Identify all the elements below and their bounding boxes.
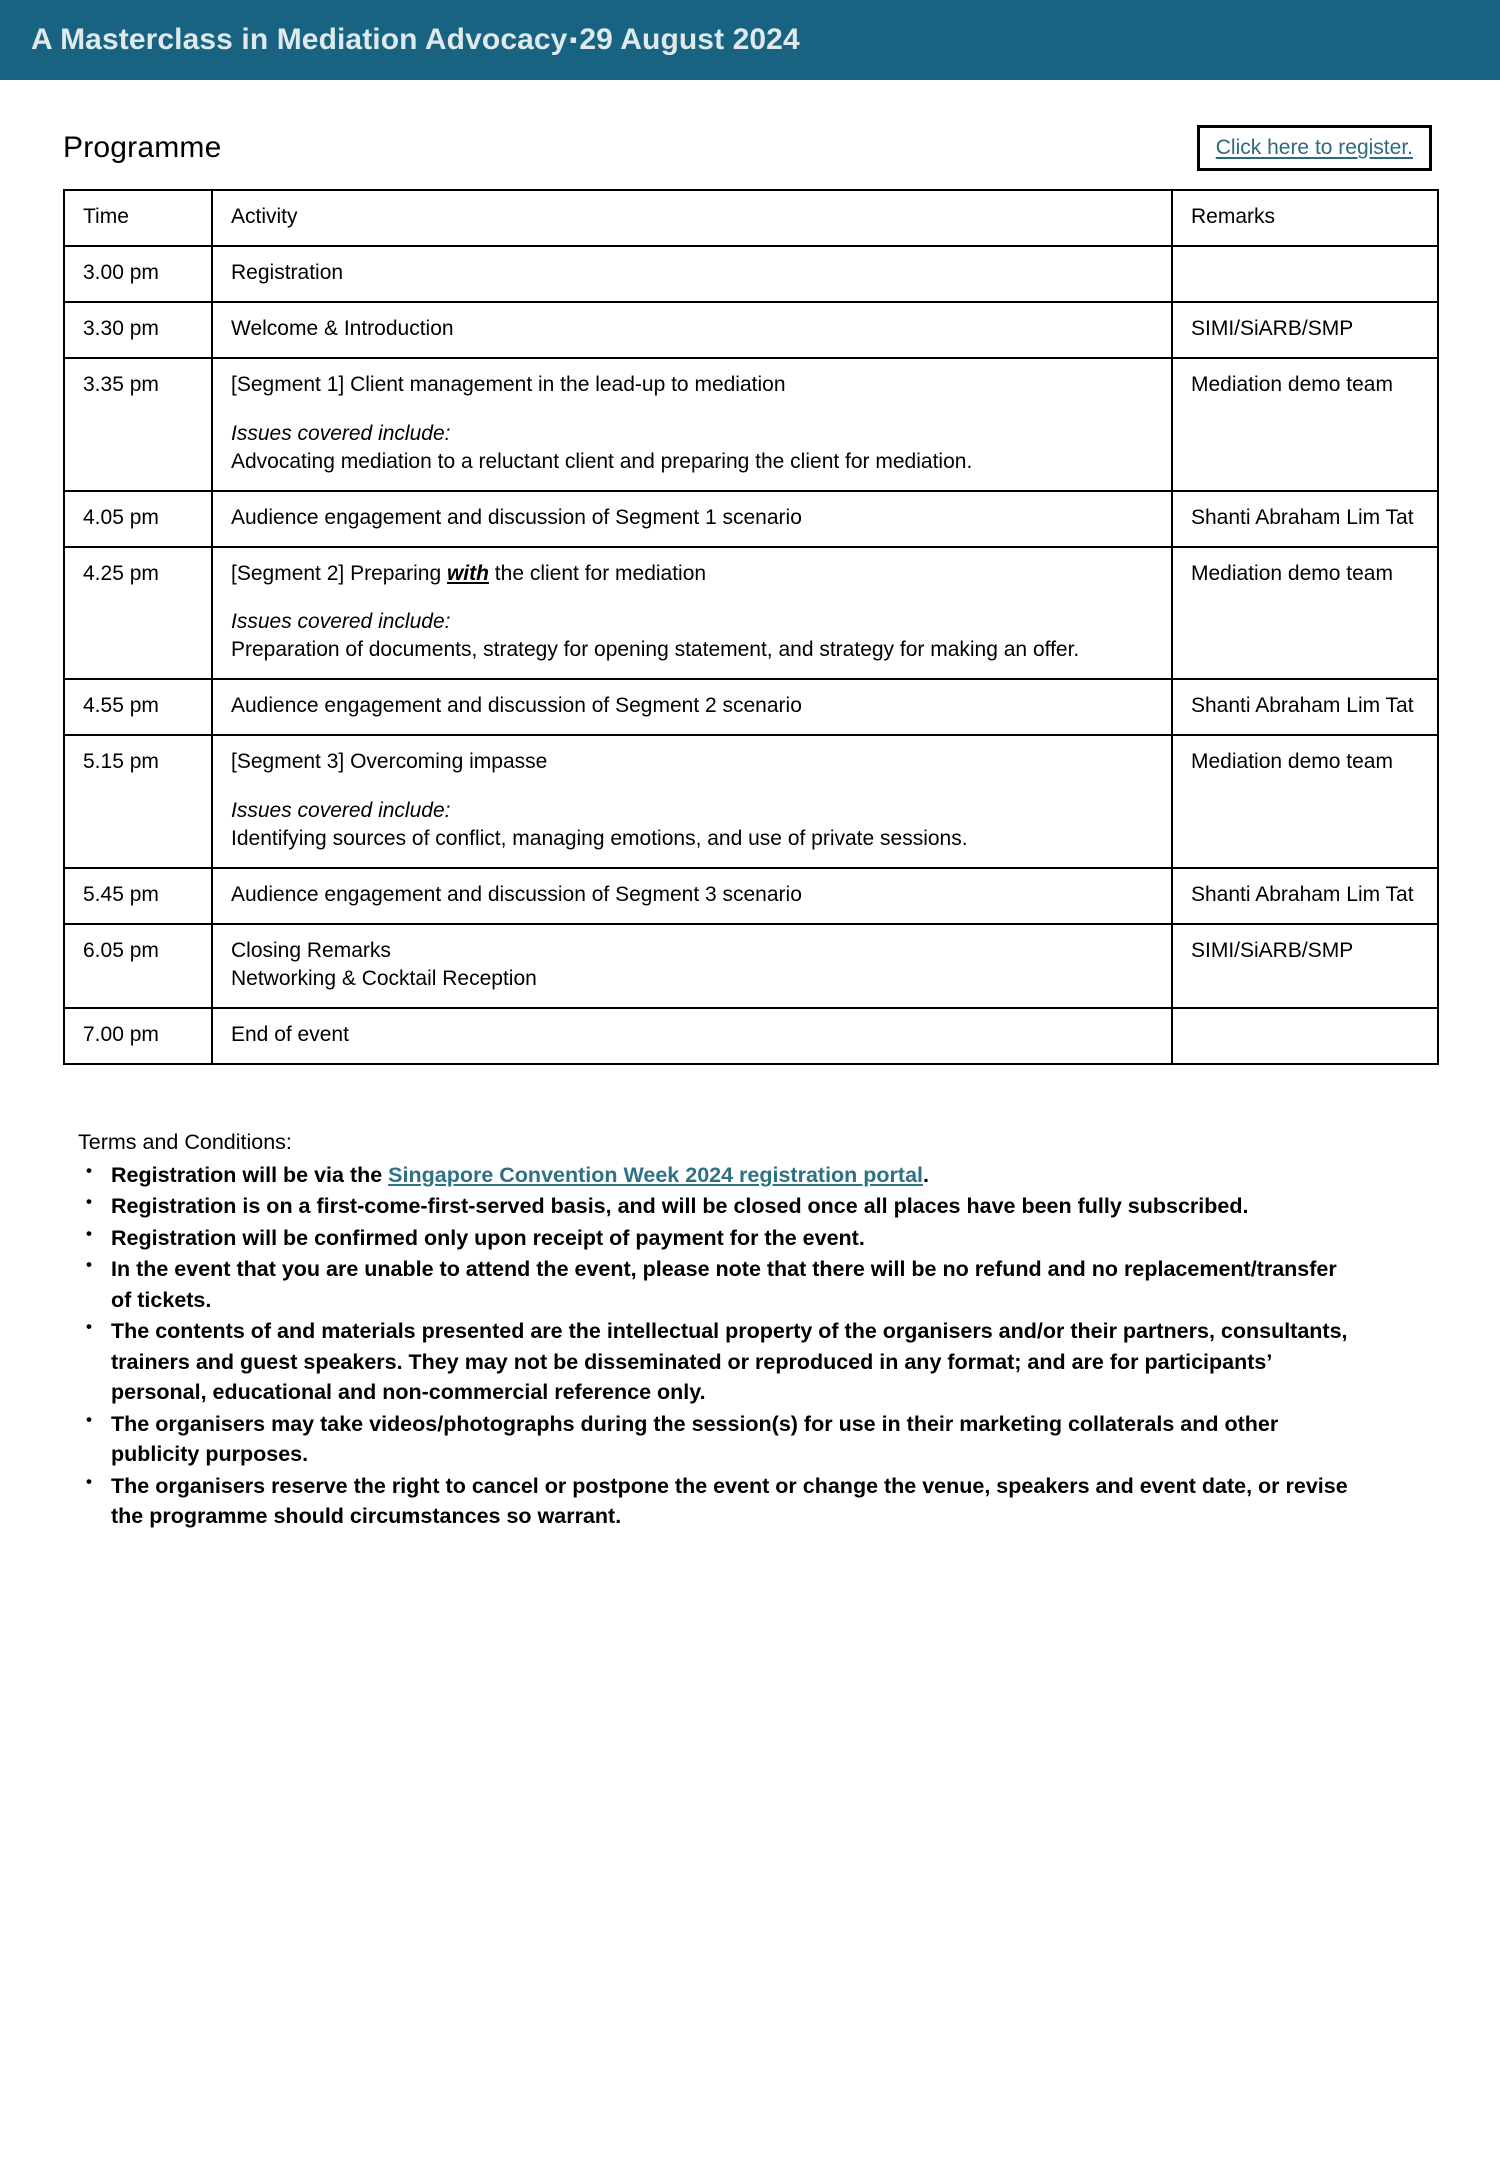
table-row (64, 302, 1438, 358)
header-title-date: 29 August 2024 (579, 23, 800, 56)
term-text-pre: The organisers reserve the right to cancel or postpone the event or change the venue, speakers and event date, or revise the programme should circumstances so warrant. (111, 1473, 1348, 1529)
activity-title: End of event (231, 1023, 349, 1047)
list-item (78, 1160, 1361, 1191)
cell-time: 5.15 pm (64, 735, 212, 867)
activity-title-pre: [Segment 2] Preparing (231, 561, 447, 585)
activity-title: Audience engagement and discussion of Segment 1 scenario (231, 505, 802, 529)
cell-remarks (1172, 1008, 1438, 1064)
list-item (78, 1223, 1361, 1254)
list-item (78, 1409, 1361, 1470)
register-button[interactable] (1197, 125, 1432, 171)
table-row (64, 491, 1438, 547)
term-text-pre: Registration will be via the (111, 1162, 389, 1187)
activity-title: [Segment 3] Overcoming impasse (231, 750, 548, 774)
activity-title: Audience engagement and discussion of Segment 3 scenario (231, 882, 802, 906)
activity-title-emphasis: with (446, 561, 489, 585)
column-header-remarks: Remarks (1172, 190, 1438, 246)
table-header-row (64, 190, 1438, 246)
cell-activity (212, 358, 1172, 490)
issues-covered-label: Issues covered include: (231, 610, 451, 633)
term-text-pre: The organisers may take videos/photographs during the session(s) for use in their marketing collaterals and other publicity purposes. (111, 1411, 1279, 1467)
table-header (64, 190, 1438, 246)
cell-activity (212, 246, 1172, 302)
term-text-pre: Registration will be confirmed only upon receipt of payment for the event. (111, 1225, 865, 1250)
column-header-time: Time (64, 190, 212, 246)
cell-time: 3.00 pm (64, 246, 212, 302)
header-title-main: A Masterclass in Mediation Advocacy (31, 23, 568, 56)
table-row (64, 735, 1438, 867)
programme-table (63, 189, 1439, 1065)
registration-portal-link[interactable]: Singapore Convention Week 2024 registration portal (388, 1162, 924, 1187)
activity-title: Closing Remarks (231, 938, 391, 962)
issues-covered-label: Issues covered include: (231, 798, 451, 822)
cell-remarks: Mediation demo team (1172, 547, 1438, 679)
page-body (0, 125, 1500, 1532)
term-text-pre: The contents of and materials presented are the intellectual property of the organisers and/or their partners, consultants, trainers and guest speakers. They may not be disseminated or reproduced in any format; and are for participants’ personal, educational and non-commercial reference only. (111, 1319, 1348, 1405)
terms-list (78, 1160, 1440, 1532)
title-row (60, 125, 1440, 171)
table-row (64, 1008, 1438, 1064)
cell-activity (212, 491, 1172, 547)
activity-title: Audience engagement and discussion of Segment 2 scenario (231, 694, 802, 718)
table-row (64, 246, 1438, 302)
cell-activity (212, 924, 1172, 1008)
column-header-activity: Activity (212, 190, 1172, 246)
table-row (64, 924, 1438, 1008)
cell-activity (212, 679, 1172, 735)
cell-time: 4.55 pm (64, 679, 212, 735)
cell-activity (212, 547, 1172, 679)
table-row (64, 868, 1438, 924)
list-item (78, 1316, 1361, 1408)
table-body (64, 246, 1438, 1064)
activity-title-post: the client for mediation (488, 561, 707, 585)
terms-and-conditions-section (78, 1127, 1440, 1532)
issues-covered-text: Advocating mediation to a reluctant client and preparing the client for mediation. (231, 449, 973, 473)
cell-activity (212, 1008, 1172, 1064)
page-title: Programme (63, 131, 222, 164)
cell-remarks: Mediation demo team (1172, 735, 1438, 867)
activity-title: Registration (231, 261, 344, 285)
cell-time: 3.30 pm (64, 302, 212, 358)
cell-remarks: SIMI/SiARB/SMP (1172, 924, 1438, 1008)
cell-time: 5.45 pm (64, 868, 212, 924)
activity-spacer (231, 777, 1157, 797)
cell-time: 3.35 pm (64, 358, 212, 490)
list-item (78, 1254, 1361, 1315)
terms-heading: Terms and Conditions: (78, 1130, 292, 1155)
page-header-title (31, 23, 800, 57)
register-link-label[interactable]: Click here to register. (1215, 136, 1413, 159)
cell-remarks: Shanti Abraham Lim Tat (1172, 679, 1438, 735)
cell-remarks: Shanti Abraham Lim Tat (1172, 868, 1438, 924)
activity-spacer (231, 588, 1157, 608)
header-title-separator-icon: ▪ (569, 27, 578, 52)
list-item (78, 1471, 1361, 1532)
cell-activity (212, 735, 1172, 867)
table-row (64, 679, 1438, 735)
cell-remarks (1172, 246, 1438, 302)
term-text-post: . (923, 1162, 929, 1187)
activity-title: [Segment 1] Client management in the lead-up to mediation (231, 373, 786, 397)
cell-time: 4.05 pm (64, 491, 212, 547)
cell-remarks: Shanti Abraham Lim Tat (1172, 491, 1438, 547)
table-row (64, 547, 1438, 679)
cell-remarks: Mediation demo team (1172, 358, 1438, 490)
cell-activity (212, 868, 1172, 924)
cell-time: 4.25 pm (64, 547, 212, 679)
cell-time: 6.05 pm (64, 924, 212, 1008)
issues-covered-text: Identifying sources of conflict, managing emotions, and use of private sessions. (231, 826, 968, 850)
term-text-pre: In the event that you are unable to attend the event, please note that there will be no refund and no replacement/transfer of tickets. (111, 1257, 1337, 1312)
issues-covered-label: Issues covered include: (231, 421, 451, 445)
page-header-bar (0, 0, 1500, 80)
activity-title (231, 560, 1157, 588)
term-text-pre: Registration is on a first-come-first-served basis, and will be closed once all places have been fully subscribed. (111, 1194, 1249, 1219)
activity-spacer (231, 400, 1157, 420)
issues-covered-text: Preparation of documents, strategy for opening statement, and strategy for making an offer. (231, 638, 1080, 662)
cell-time: 7.00 pm (64, 1008, 212, 1064)
cell-remarks: SIMI/SiARB/SMP (1172, 302, 1438, 358)
cell-activity (212, 302, 1172, 358)
activity-title: Welcome & Introduction (231, 317, 454, 341)
table-row (64, 358, 1438, 490)
activity-secondary-line: Networking & Cocktail Reception (231, 967, 537, 990)
list-item (78, 1191, 1361, 1222)
